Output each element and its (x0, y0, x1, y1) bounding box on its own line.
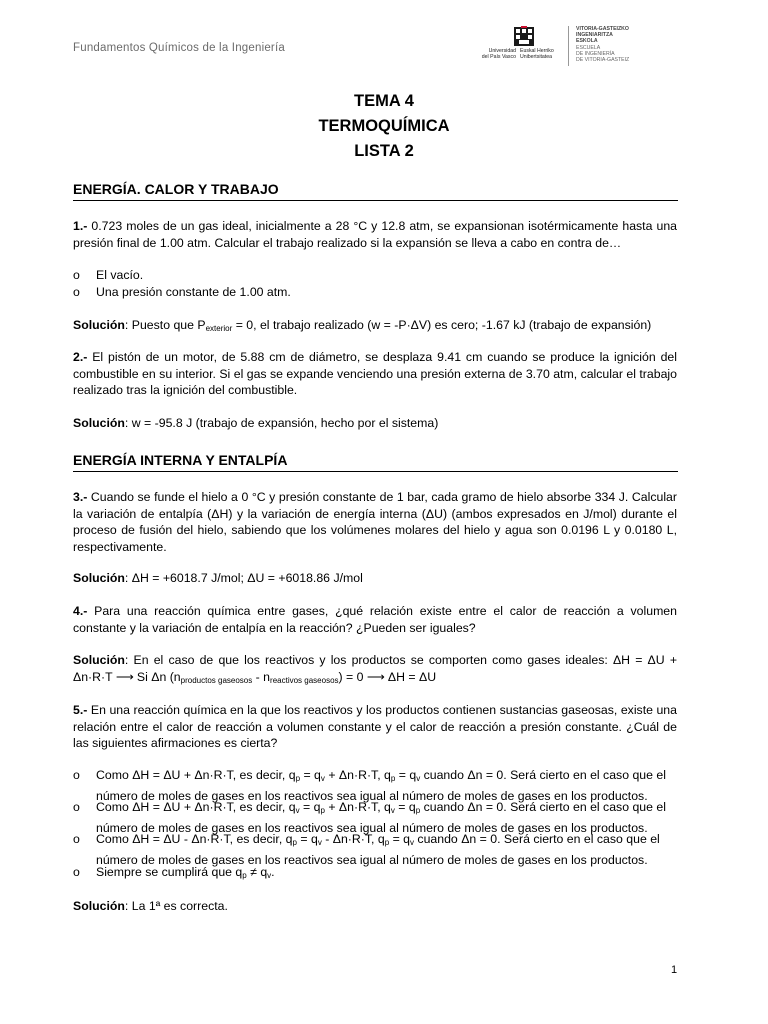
section-heading-energia-interna: ENERGÍA INTERNA Y ENTALPÍA (73, 452, 678, 472)
solution-1: Solución: Puesto que $P_{exterior} = 0$, el trabajo realizado (w = -P·ΔV) es cero; -1.67 kJ (trabajo de expansión) (73, 318, 652, 333)
logo-divider (568, 26, 569, 66)
title-line-1: TEMA 4 (354, 92, 414, 110)
option-item: o Como ΔH = ΔU + Δn·R·T, es decir, $q_v = q_p + \Delta n\cdot R\cdot T$, $q_v = q_p$ cuando Δn = 0. Será cierto en el caso que el número de moles de gases en los reactivos sea igual al número de moles de gases en los productos. (73, 800, 666, 835)
option-item: o El vacío. (73, 268, 144, 282)
problem-1 (73, 218, 677, 251)
option-item: o Como ΔH = ΔU + Δn·R·T, es decir, $q_p = q_v + \Delta n\cdot R\cdot T$, $q_p = q_v$ cuando Δn = 0. Será cierto en el caso que el número de moles de gases en los reactivos sea igual al número de moles de gases en los productos. (73, 768, 666, 803)
problem-2 (73, 349, 677, 399)
problem-4 (73, 603, 677, 636)
logo-school: VITORIA-GASTEIZKO INGENIARITZA ESKOLA ESCUELA DE INGENIERÍA DE VITORIA-GASTEIZ (576, 26, 630, 64)
bullet-icon: o (73, 285, 80, 299)
problem-3 (73, 489, 677, 555)
problem-number: 4.- (73, 604, 88, 618)
solution-3: Solución: ΔH = +6018.7 J/mol; ΔU = +6018.86 J/mol (73, 571, 363, 585)
section-heading-energia: ENERGÍA. CALOR Y TRABAJO (73, 181, 678, 201)
option-item: o Una presión constante de 1.00 atm. (73, 285, 291, 299)
solution-4: Solución: En el caso de que los reactivos y los productos se comporten como gases ideales: ΔH = ΔU + Δn·R·T ⟶ Si Δn $(n_{productos gaseosos} - n_{reactivos gaseosos}) = 0$ ⟶ ΔH = ΔU (73, 653, 677, 685)
bullet-icon: o (73, 832, 80, 846)
problem-number: 3.- (73, 490, 88, 504)
bullet-icon: o (73, 800, 80, 814)
bullet-icon: o (73, 865, 80, 879)
problem-text: Para una reacción química entre gases, ¿qué relación existe entre el calor de reacción a volumen constante y la variación de entalpía en la reacción? ¿Pueden ser iguales? (73, 604, 677, 635)
problem-number: 1.- (73, 219, 88, 233)
problem-5 (73, 702, 677, 752)
bullet-icon: o (73, 268, 80, 282)
problem-text: 0.723 moles de un gas ideal, inicialmente a 28 °C y 12.8 atm, se expansionan isotérmicamente hasta una presión final de 1.00 atm. Calcular el trabajo realizado si la expansión se lleva a cabo en contra de… (73, 219, 677, 250)
logo-university-eu: Euskal Herriko Unibertsitatea (520, 48, 554, 60)
bullet-icon: o (73, 768, 80, 782)
solution-2: Solución: w = -95.8 J (trabajo de expansión, hecho por el sistema) (73, 416, 439, 430)
problem-text: Cuando se funde el hielo a 0 °C y presión constante de 1 bar, cada gramo de hielo absorbe 334 J. Calcular la variación de entalpía (ΔH) y la variación de energía interna (ΔU) (ambos expresados en J/mol) durante el proceso de fusión del hielo, sabiendo que los volúmenes molares del hielo y agua son 0.0196 L y 0.0180 L, respectivamente. (73, 490, 677, 554)
title-line-3: LISTA 2 (354, 142, 414, 160)
page-number: 1 (671, 964, 678, 976)
logo-university-es: Universidad del País Vasco (481, 48, 516, 60)
university-logo (456, 26, 656, 70)
upv-ehu-emblem-icon (504, 26, 544, 48)
problem-text: En una reacción química en la que los reactivos y los productos contienen sustancias gaseosas, existe una relación entre el calor de reacción a volumen constante y el calor de reacción a presión constante. ¿Cuál de las siguientes afirmaciones es cierta? (73, 703, 677, 750)
problem-number: 2.- (73, 350, 88, 364)
option-item: o Siempre se cumplirá que $q_p \ne q_v$. (73, 865, 275, 880)
solution-5: Solución: La 1ª es correcta. (73, 899, 228, 913)
problem-text: El pistón de un motor, de 5.88 cm de diámetro, se desplaza 9.41 cm cuando se produce la ignición del combustible en su interior. Si el gas se expande venciendo una presión externa de 3.70 atm, calcular el trabajo realizado tras la ignición del combustible. (73, 350, 677, 397)
problem-number: 5.- (73, 703, 88, 717)
option-item: o Como ΔH = ΔU - Δn·R·T, es decir, $q_p = q_v - \Delta n\cdot R\cdot T$, $q_p = q_v$ cuando Δn = 0. Será cierto en el caso que el número de moles de gases en los reactivos sea igual al número de moles de gases en los productos. (73, 832, 660, 867)
title-line-2: TERMOQUÍMICA (318, 117, 450, 135)
course-header: Fundamentos Químicos de la Ingeniería (73, 42, 285, 54)
